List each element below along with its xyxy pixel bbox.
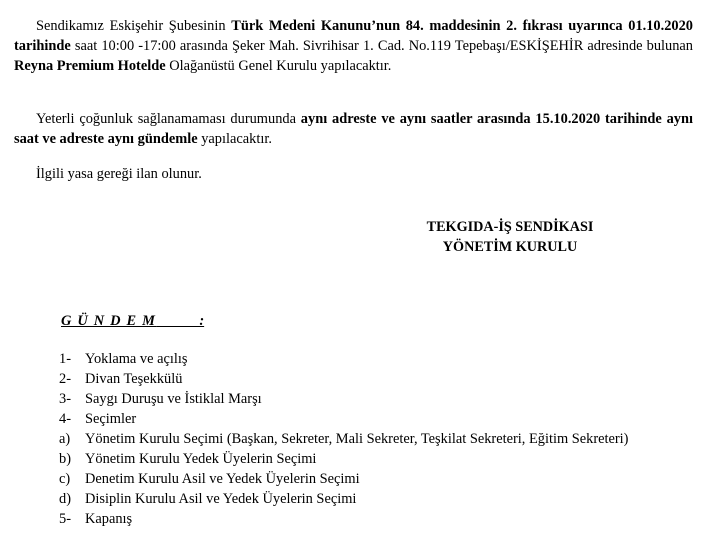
agenda-item-text: Disiplin Kurulu Asil ve Yedek Üyelerin Seçimi bbox=[85, 491, 357, 507]
agenda-item-text: Seçimler bbox=[85, 411, 137, 427]
agenda-item-text: Kapanış bbox=[85, 511, 133, 527]
agenda-item bbox=[59, 409, 628, 429]
paragraph1-bold-legal-basis: Türk Medeni Kanunu’nun 84. maddesinin 2. fıkrası uyarınca 01.10.2020 tarihinde bbox=[14, 18, 694, 54]
agenda-item-number: 5- bbox=[59, 511, 71, 527]
agenda-item-number: 1- bbox=[59, 351, 71, 367]
paragraph1-text-2: saat 10:00 -17:00 arasında Şeker Mah. Sivrihisar 1. Cad. No.119 Tepebaşı/ESKİŞEHİR adresinde bulunan bbox=[70, 38, 693, 54]
legal-notice-paragraph bbox=[14, 164, 693, 184]
paragraph1-text-1: Sendikamız Eskişehir Şubesinin bbox=[36, 18, 232, 34]
agenda-item bbox=[59, 489, 628, 509]
agenda-heading-label: G Ü N D E M bbox=[61, 313, 157, 329]
agenda-heading bbox=[61, 311, 204, 331]
agenda-item-text: Yönetim Kurulu Yedek Üyelerin Seçimi bbox=[85, 451, 317, 467]
agenda-item bbox=[59, 429, 628, 449]
quorum-paragraph bbox=[14, 109, 693, 149]
agenda-item-number: d) bbox=[59, 491, 71, 507]
agenda-item-text: Divan Teşekkülü bbox=[85, 371, 183, 387]
agenda-heading-underline: : bbox=[156, 313, 205, 329]
paragraph3-text: İlgili yasa gereği ilan olunur. bbox=[36, 166, 202, 182]
agenda-item-text: Denetim Kurulu Asil ve Yedek Üyelerin Seçimi bbox=[85, 471, 360, 487]
agenda-item bbox=[59, 469, 628, 489]
paragraph2-bold-second-meeting: aynı adreste ve aynı saatler arasında 15.10.2020 tarihinde aynı saat ve adreste aynı gündemle bbox=[14, 111, 693, 147]
agenda-item-text: Yönetim Kurulu Seçimi (Başkan, Sekreter, Mali Sekreter, Teşkilat Sekreteri, Eğitim Sekreteri) bbox=[85, 431, 629, 447]
agenda-list bbox=[59, 349, 628, 529]
agenda-item bbox=[59, 389, 628, 409]
agenda-item-number: b) bbox=[59, 451, 71, 467]
signature-block bbox=[400, 217, 620, 257]
agenda-item-number: 2- bbox=[59, 371, 71, 387]
agenda-item bbox=[59, 449, 628, 469]
agenda-item bbox=[59, 509, 628, 529]
agenda-item-number: 4- bbox=[59, 411, 71, 427]
agenda-item-text: Saygı Duruşu ve İstiklal Marşı bbox=[85, 391, 262, 407]
announcement-paragraph bbox=[14, 16, 693, 76]
agenda-item-number: c) bbox=[59, 471, 71, 487]
agenda-item-number: 3- bbox=[59, 391, 71, 407]
agenda-item bbox=[59, 369, 628, 389]
signature-union-name: TEKGIDA-İŞ SENDİKASI bbox=[426, 219, 594, 235]
signature-board-name: YÖNETİM KURULU bbox=[442, 239, 578, 255]
agenda-item-number: a) bbox=[59, 431, 71, 447]
agenda-item-text: Yoklama ve açılış bbox=[85, 351, 188, 367]
paragraph1-bold-venue: Reyna Premium Hotelde bbox=[14, 58, 166, 74]
agenda-item bbox=[59, 349, 628, 369]
paragraph1-text-3: Olağanüstü Genel Kurulu yapılacaktır. bbox=[165, 58, 392, 74]
paragraph2-text-2: yapılacaktır. bbox=[197, 131, 272, 147]
paragraph2-text-1: Yeterli çoğunluk sağlanamaması durumunda bbox=[36, 111, 301, 127]
